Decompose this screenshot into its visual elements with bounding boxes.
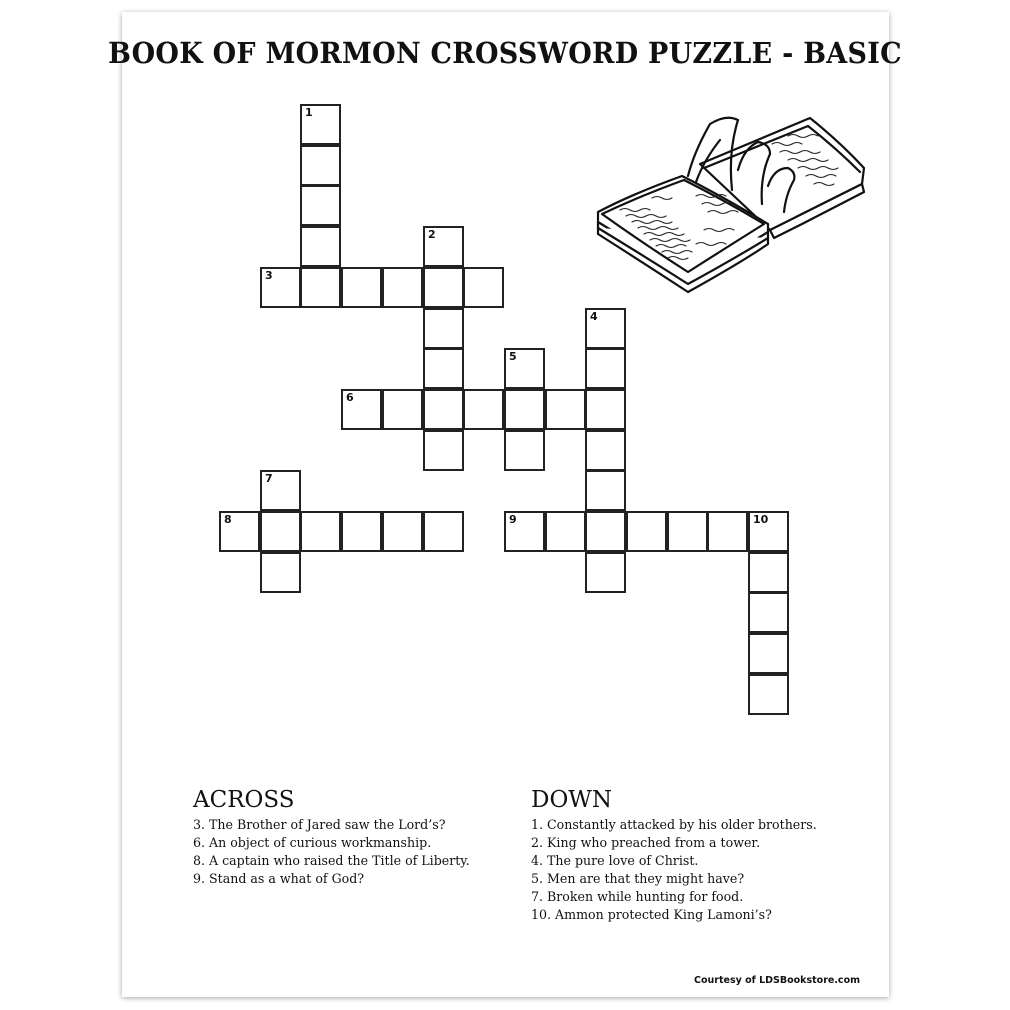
across-clue: 3. The Brother of Jared saw the Lord’s?	[193, 817, 446, 832]
across-clue: 6. An object of curious workmanship.	[193, 835, 432, 850]
crossword-cell[interactable]	[626, 511, 667, 552]
across-clue-list	[193, 816, 470, 888]
crossword-cell[interactable]	[545, 389, 586, 430]
page-title: BOOK OF MORMON CROSSWORD PUZZLE - BASIC	[108, 36, 902, 70]
crossword-cell[interactable]	[667, 511, 708, 552]
crossword-cell[interactable]	[300, 104, 341, 145]
clue-number: 3	[265, 269, 273, 282]
crossword-cell[interactable]	[260, 511, 301, 552]
crossword-cell[interactable]	[748, 592, 789, 633]
crossword-cell[interactable]	[423, 348, 464, 389]
down-clue-list	[531, 816, 817, 924]
crossword-cell[interactable]	[463, 389, 504, 430]
crossword-cell[interactable]	[748, 511, 789, 552]
crossword-cell[interactable]	[382, 267, 423, 308]
clue-number: 6	[346, 391, 354, 404]
clue-number: 7	[265, 472, 273, 485]
crossword-cell[interactable]	[463, 267, 504, 308]
crossword-cell[interactable]	[260, 470, 301, 511]
crossword-cell[interactable]	[504, 430, 545, 471]
crossword-cell[interactable]	[504, 511, 545, 552]
crossword-cell[interactable]	[382, 511, 423, 552]
crossword-cell[interactable]	[585, 430, 626, 471]
down-clue: 2. King who preached from a tower.	[531, 835, 761, 850]
crossword-cell[interactable]	[341, 389, 382, 430]
crossword-cell[interactable]	[545, 511, 586, 552]
down-heading: DOWN	[531, 787, 613, 813]
crossword-cell[interactable]	[748, 674, 789, 715]
crossword-cell[interactable]	[423, 511, 464, 552]
clue-number: 8	[224, 513, 232, 526]
clue-number: 5	[509, 350, 517, 363]
clue-number: 9	[509, 513, 517, 526]
crossword-cell[interactable]	[585, 348, 626, 389]
down-clue: 5. Men are that they might have?	[531, 871, 745, 886]
crossword-cell[interactable]	[341, 267, 382, 308]
crossword-cell[interactable]	[423, 226, 464, 267]
crossword-cell[interactable]	[423, 267, 464, 308]
crossword-cell[interactable]	[300, 145, 341, 186]
crossword-cell[interactable]	[382, 389, 423, 430]
crossword-cell[interactable]	[423, 389, 464, 430]
crossword-cell[interactable]	[423, 308, 464, 349]
crossword-cell[interactable]	[504, 348, 545, 389]
down-clue: 4. The pure love of Christ.	[531, 853, 699, 868]
crossword-cell[interactable]	[585, 389, 626, 430]
crossword-cell[interactable]	[748, 552, 789, 593]
crossword-cell[interactable]	[585, 552, 626, 593]
crossword-cell[interactable]	[748, 633, 789, 674]
crossword-cell[interactable]	[585, 308, 626, 349]
crossword-cell[interactable]	[219, 511, 260, 552]
clue-number: 2	[428, 228, 436, 241]
open-book-illustration-icon	[592, 112, 868, 302]
crossword-cell[interactable]	[300, 267, 341, 308]
crossword-cell[interactable]	[585, 470, 626, 511]
credit-line: Courtesy of LDSBookstore.com	[694, 975, 860, 986]
crossword-cell[interactable]	[300, 185, 341, 226]
crossword-cell[interactable]	[504, 389, 545, 430]
crossword-cell[interactable]	[300, 511, 341, 552]
across-heading: ACROSS	[193, 787, 295, 813]
crossword-cell[interactable]	[341, 511, 382, 552]
crossword-cell[interactable]	[585, 511, 626, 552]
crossword-cell[interactable]	[707, 511, 748, 552]
down-clue: 7. Broken while hunting for food.	[531, 889, 744, 904]
across-clue: 8. A captain who raised the Title of Liberty.	[193, 853, 470, 868]
down-clue: 10. Ammon protected King Lamoni’s?	[531, 907, 772, 922]
clue-number: 1	[305, 106, 313, 119]
clue-number: 4	[590, 310, 598, 323]
across-clue: 9. Stand as a what of God?	[193, 871, 365, 886]
crossword-cell[interactable]	[260, 552, 301, 593]
crossword-cell[interactable]	[423, 430, 464, 471]
crossword-cell[interactable]	[300, 226, 341, 267]
down-clue: 1. Constantly attacked by his older brothers.	[531, 817, 817, 832]
clue-number: 10	[753, 513, 769, 526]
crossword-cell[interactable]	[260, 267, 301, 308]
